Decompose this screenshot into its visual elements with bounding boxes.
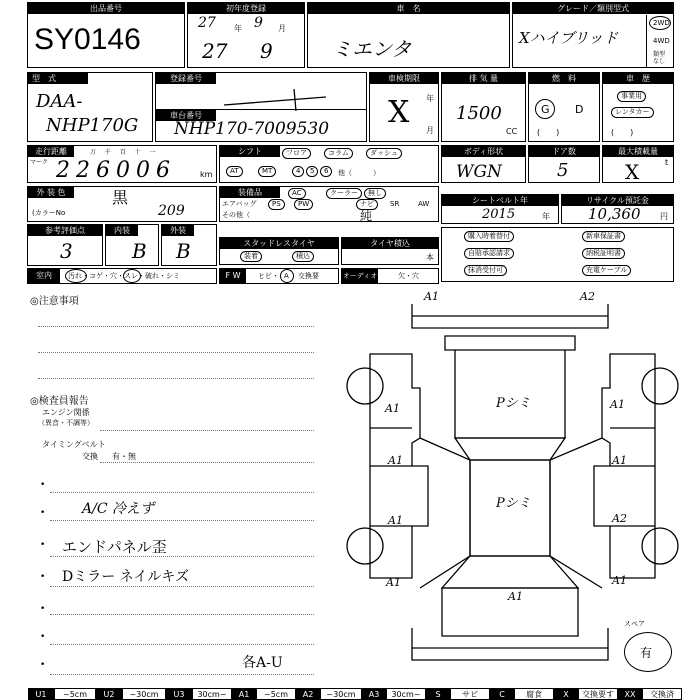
first-registration-year-hw: 27 <box>202 39 228 63</box>
doors-label: ドア数 <box>529 146 599 157</box>
first-registration-era: 27 <box>198 15 216 31</box>
mark-quarter-left: A1 <box>386 576 401 589</box>
inspector-timing: タイミングベルト <box>42 440 106 449</box>
legend-value: ~5cm <box>54 688 96 700</box>
studless-opt1: 装着 <box>240 251 262 262</box>
legend-value: サビ <box>450 688 490 700</box>
report-line <box>50 520 314 521</box>
tire-rear-right <box>642 528 678 564</box>
doors-box <box>528 145 600 183</box>
inspector-signature: 各A-U <box>242 655 283 671</box>
legend-value: ~30cm <box>122 688 166 700</box>
interior-box <box>105 224 159 266</box>
shift-dash: ダッシュ <box>366 148 402 159</box>
cabin-circle-scrape <box>123 269 141 283</box>
studless-label: スタッドレスタイヤ <box>220 238 338 249</box>
exterior-box <box>161 224 217 266</box>
equip-other-label: その他（ <box>222 211 250 219</box>
exterior-label: 外装 <box>162 225 194 236</box>
shift-mt: MT <box>258 166 276 177</box>
mileage-digits-label: 万 千 百 十 一 <box>90 149 156 156</box>
fw-label: F W <box>220 269 246 283</box>
interior-value: B <box>132 239 147 263</box>
inspection-month: 月 <box>426 126 434 135</box>
reg-no-scribble <box>216 85 366 111</box>
interior-label: 内装 <box>106 225 138 236</box>
legend-value: ~30cm <box>320 688 362 700</box>
audio-box <box>341 268 439 284</box>
lot-number: SY0146 <box>34 23 141 56</box>
equip-ac: AC <box>288 188 306 199</box>
legend-key: S <box>426 688 450 700</box>
doc-charging-cable: 充電ケーブル <box>582 265 631 276</box>
month-label: 月 <box>278 24 286 33</box>
inspector-yes-no: 有・無 <box>112 452 136 461</box>
model-name-box <box>307 2 510 68</box>
fw-a-circle <box>280 269 294 283</box>
mark-rear: A1 <box>508 590 523 603</box>
displacement-label: 排 気 量 <box>442 73 525 84</box>
shift-floor: フロア <box>282 148 311 159</box>
report-line <box>50 586 314 587</box>
inspector-title: ◎検査員報告 <box>30 396 89 407</box>
seatbelt-label: シートベルト年 <box>442 195 558 206</box>
color-code: 209 <box>158 203 185 219</box>
bullet: • <box>40 508 46 518</box>
mark-fender-left: A1 <box>385 402 400 415</box>
shift-at: AT <box>226 166 243 177</box>
year-label: 年 <box>234 24 242 33</box>
equipment-label: 装備品 <box>220 187 280 198</box>
body-box <box>441 145 526 183</box>
bullet: • <box>40 632 46 642</box>
history-box <box>602 72 674 142</box>
bullet: • <box>40 572 46 582</box>
equip-cooler: クーラー <box>326 188 362 199</box>
tire-box <box>341 237 439 265</box>
note-line <box>38 378 314 379</box>
report-line <box>50 492 314 493</box>
ref-eval-box <box>27 224 103 266</box>
mark-quarter-right: A1 <box>612 574 627 587</box>
model-name-value: ミエンタ <box>332 37 412 61</box>
mark-front-right: A2 <box>580 290 595 303</box>
shift-5: 5 <box>306 166 318 177</box>
equip-none: 無し <box>364 188 386 199</box>
fuel-g-circle <box>535 99 555 119</box>
shift-other: 他（ ） <box>338 169 380 177</box>
recycle-value: 10,360 <box>588 205 641 223</box>
seatbelt-box <box>441 194 559 224</box>
first-registration-label: 初年度登録 <box>188 3 304 14</box>
inspector-exchange: 交換 <box>82 452 98 461</box>
inspection-label: 車検期限 <box>370 73 438 84</box>
recycle-box <box>561 194 674 224</box>
legend-key: A1 <box>232 688 256 700</box>
displacement-unit: CC <box>506 127 518 136</box>
mark-door-rear-right: A2 <box>612 512 627 525</box>
legend-value: 交換要す <box>578 688 618 700</box>
notes-title: ◎注意事項 <box>30 296 79 307</box>
fuel-d: D <box>575 103 584 116</box>
equip-aw: AW <box>418 200 430 208</box>
cabin-items: 汚れ・コゲ・穴・スレ・破れ・シミ <box>68 272 180 280</box>
displacement-box <box>441 72 526 142</box>
capacity-value: X <box>625 160 640 184</box>
recycle-unit: 円 <box>660 212 668 221</box>
spare-value: 有 <box>640 646 653 660</box>
seatbelt-unit: 年 <box>542 212 550 221</box>
ref-eval-label: 参考評価点 <box>28 225 102 236</box>
inspection-mark: X <box>388 95 410 130</box>
history-paren: ( ) <box>611 128 634 137</box>
legend-value: 30cm~ <box>192 688 232 700</box>
bullet: • <box>40 540 46 550</box>
chassis-label: 車台番号 <box>156 110 216 121</box>
inspection-year: 年 <box>426 94 434 103</box>
inspector-engine: エンジン関係 <box>42 408 90 417</box>
shift-4: 4 <box>292 166 304 177</box>
spare-label: スペア <box>624 620 645 628</box>
shift-6: 6 <box>320 166 332 177</box>
inspection-box <box>369 72 439 142</box>
ref-eval-value: 3 <box>60 239 73 263</box>
equip-navi: ナビ <box>356 199 378 210</box>
legend-key: X <box>554 688 578 700</box>
mileage-mark-label: マーク <box>30 159 49 166</box>
doc-insurance: 自賠承認請求 <box>464 248 514 259</box>
mark-front-left: A1 <box>424 290 439 303</box>
doc-purchase: 購入時着替付 <box>464 231 514 242</box>
equip-airbag: エアバッグ <box>222 200 257 208</box>
first-registration-month-hw: 9 <box>260 39 273 63</box>
mileage-box <box>27 145 217 183</box>
shift-box <box>219 145 439 183</box>
remark-2: エンドパネル歪 <box>62 538 167 556</box>
fw-box <box>219 268 339 284</box>
equip-ps: PS <box>268 199 285 210</box>
fuel-g: G <box>541 103 550 116</box>
fuel-label: 燃 料 <box>529 73 599 84</box>
remark-3: Dミラー ネイルキズ <box>62 569 190 585</box>
chassis-value: NHP170-7009530 <box>174 119 330 139</box>
doc-warranty: 新車保証書 <box>582 231 625 242</box>
shift-label: シフト <box>220 146 280 157</box>
remark-1: A/C 冷えず <box>82 501 154 517</box>
color-value: 黒 <box>112 188 129 207</box>
first-registration-month-print: 9 <box>254 15 263 31</box>
history-opt2: レンタカー <box>611 107 654 118</box>
legend-key: C <box>490 688 514 700</box>
mark-roof: Pシミ <box>496 496 531 511</box>
color-code-label: (カラーNo <box>32 209 66 217</box>
doc-tax: 納税証明書 <box>582 248 625 259</box>
grade-box <box>512 2 674 68</box>
grade-label: グレード／類別型式 <box>513 3 673 14</box>
tire-label: タイヤ積込 <box>342 238 438 249</box>
legend-value: 腐食 <box>514 688 554 700</box>
opt-4wd: 4WD <box>653 37 670 45</box>
equip-sr: SR <box>390 200 400 208</box>
displacement-value: 1500 <box>456 103 502 124</box>
model-name-label: 車 名 <box>308 3 509 14</box>
legend-key: U2 <box>96 688 122 700</box>
cabin-label: 室内 <box>28 269 60 283</box>
equipment-box <box>219 186 439 222</box>
note-line <box>38 352 314 353</box>
mileage-value: 226006 <box>56 158 176 183</box>
front-bumper <box>412 304 608 328</box>
legend-value: ~5cm <box>256 688 296 700</box>
report-line <box>50 644 314 645</box>
tire-rear-left <box>347 528 383 564</box>
doc-deregistration: 抹消受付可 <box>464 265 507 276</box>
legend-key: A3 <box>362 688 386 700</box>
timing-line <box>100 462 314 463</box>
fw-exchange: 交換要 <box>298 272 319 280</box>
opt-2wd: 2WD <box>653 19 670 27</box>
fw-items: ヒビ・ <box>258 272 279 280</box>
mark-door-front-left: A1 <box>388 454 403 467</box>
lot-label: 出品番号 <box>28 3 184 14</box>
registration-box <box>155 72 367 142</box>
history-opt1: 事業用 <box>617 91 646 102</box>
opt-none: 類型 なし <box>653 51 666 65</box>
model-code-line2: NHP170G <box>46 115 139 136</box>
mark-door-front-right: A1 <box>612 454 627 467</box>
grade-value: Xハイブリッド <box>519 29 619 47</box>
capacity-unit: t <box>665 158 669 167</box>
cabin-circle-dirt <box>65 269 87 283</box>
doors-value: 5 <box>557 160 569 181</box>
bullet: • <box>40 480 46 490</box>
tire-front-right <box>642 368 678 404</box>
legend-value: 交換済 <box>642 688 682 700</box>
exterior-value: B <box>176 239 191 263</box>
inspector-engine-sub: （異音・不調等） <box>38 419 94 427</box>
engine-line <box>100 430 314 431</box>
mark-fender-right: A1 <box>610 398 625 411</box>
color-label: 外 装 色 <box>28 187 74 198</box>
studless-box <box>219 237 339 265</box>
legend-key: U1 <box>28 688 54 700</box>
mileage-label: 走行距離 <box>28 146 74 157</box>
hood-panel <box>445 336 575 438</box>
equip-other-value: 純 <box>360 209 373 223</box>
bullet: • <box>40 604 46 614</box>
shift-column: コラム <box>324 148 353 159</box>
lot-box <box>27 2 185 68</box>
recycle-label: リサイクル預託金 <box>562 195 673 206</box>
fuel-box <box>528 72 600 142</box>
capacity-box <box>602 145 674 183</box>
report-line <box>50 674 314 675</box>
legend-key: XX <box>618 688 642 700</box>
reg-no-label: 登録番号 <box>156 73 216 84</box>
note-line <box>38 326 314 327</box>
model-code-box <box>27 72 153 142</box>
body-value: WGN <box>456 162 502 182</box>
seatbelt-value: 2015 <box>482 207 516 222</box>
audio-items: 欠・穴 <box>398 272 419 280</box>
opt-2wd-circle <box>649 16 671 30</box>
legend-key: U3 <box>166 688 192 700</box>
capacity-label: 最大積載量 <box>603 146 673 157</box>
mark-door-rear-left: A1 <box>388 514 403 527</box>
cabin-box <box>27 268 217 284</box>
color-box <box>27 186 217 222</box>
equip-pw: PW <box>294 199 313 210</box>
grade-divider <box>646 15 647 67</box>
legend-key: A2 <box>296 688 320 700</box>
fuel-paren: ( ) <box>537 128 560 137</box>
report-line <box>50 614 314 615</box>
report-line <box>50 556 314 557</box>
body-label: ボディ形状 <box>442 146 525 157</box>
bullet: • <box>40 660 46 670</box>
tire-unit: 本 <box>426 253 434 262</box>
mark-hood: Pシミ <box>496 396 531 411</box>
mileage-unit: km <box>200 170 213 179</box>
model-code-label: 型 式 <box>28 73 88 84</box>
legend-value: 30cm~ <box>386 688 426 700</box>
tire-front-left <box>347 368 383 404</box>
fw-a: A <box>284 272 289 280</box>
first-registration-box <box>187 2 305 68</box>
docs-box <box>441 227 674 282</box>
studless-opt2: 積込 <box>292 251 314 262</box>
audio-label: オーディオ <box>342 269 378 283</box>
model-code-line1: DAA- <box>36 91 83 112</box>
history-label: 車 歴 <box>603 73 673 84</box>
